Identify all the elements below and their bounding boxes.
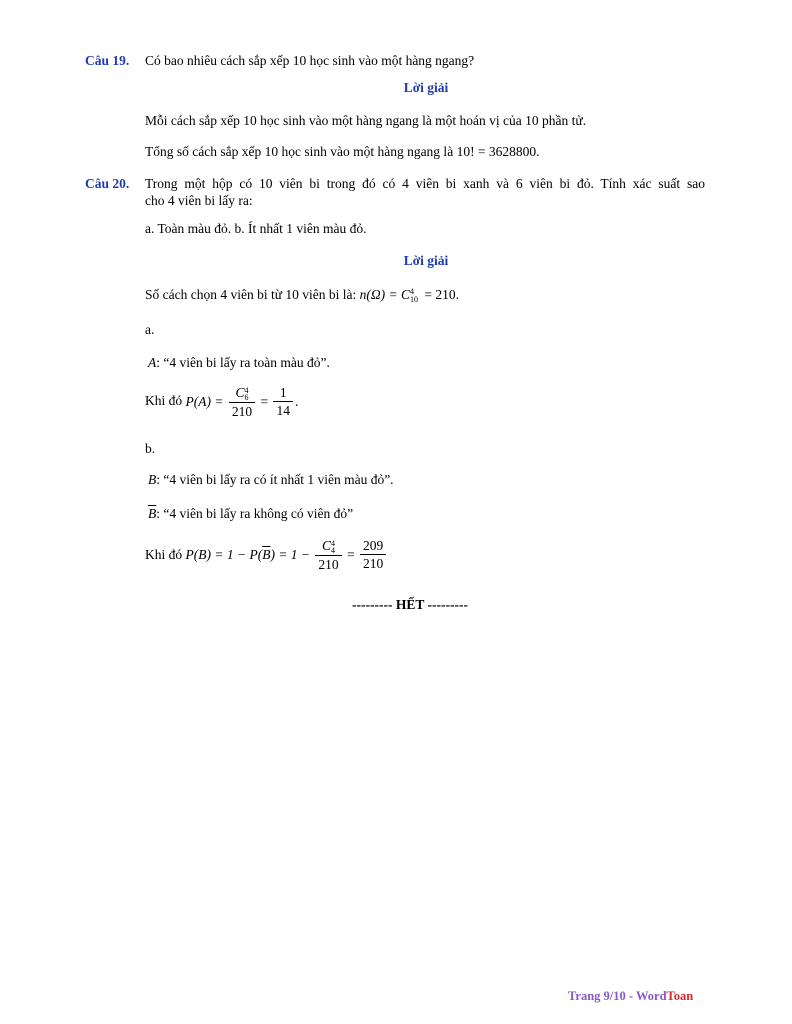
omega-sub: 10 xyxy=(410,294,419,304)
pb-fraction xyxy=(315,538,341,572)
pa-den: 210 xyxy=(231,403,253,419)
event-bbar-symbol: $\overline{B}$ xyxy=(148,506,157,521)
event-b-line xyxy=(148,472,394,488)
pa-num-sup: 4 xyxy=(244,385,249,395)
pa-result-den: 14 xyxy=(276,403,290,419)
omega-line xyxy=(145,287,459,304)
omega-C: C xyxy=(401,287,411,302)
pa-fraction xyxy=(229,385,255,419)
pb-num-sub: 4 xyxy=(331,545,336,555)
q19-solution-line1: Mỗi cách sắp xếp 10 học sinh vào một hàng ngang là một hoán vị của 10 phần tử. xyxy=(145,113,587,128)
question-20-line1: Trong một hộp có 10 viên bi trong đó có 4 viên bi xanh và 6 viên bi đỏ. Tính xác suất sao xyxy=(145,176,705,191)
pb-mid: ) = 1 − xyxy=(270,546,311,562)
event-b-text: : “4 viên bi lấy ra có ít nhất 1 viên màu đỏ”. xyxy=(156,472,394,487)
pb-khido: Khi đó xyxy=(145,546,183,562)
footer-brand-toan: Toan xyxy=(666,989,694,1003)
omega-rhs: = 210 xyxy=(424,287,456,302)
pa-num-C: C xyxy=(235,385,245,400)
footer-separator: - xyxy=(628,989,634,1003)
pb-line xyxy=(145,538,388,572)
pb-bar: $\overline{B}$ xyxy=(262,546,271,562)
question-20-parts: a. Toàn màu đỏ. b. Ít nhất 1 viên màu đỏ. xyxy=(145,221,367,236)
pa-eq: = xyxy=(260,393,269,409)
pa-lhs: P(A) = xyxy=(185,393,224,409)
pb-result-num: 209 xyxy=(360,538,386,555)
event-b-symbol: B xyxy=(148,472,157,487)
question-20-label: Câu 20. xyxy=(85,176,130,191)
q19-line2-text: Tổng số cách sắp xếp 10 học sinh vào một hàng ngang là xyxy=(145,144,454,159)
page-footer xyxy=(568,989,693,1004)
omega-sup: 4 xyxy=(410,286,415,296)
event-bbar-text: : “4 viên bi lấy ra không có viên đỏ” xyxy=(156,506,354,521)
pa-end: . xyxy=(294,393,299,409)
part-b-label: b. xyxy=(145,441,156,456)
pa-khido: Khi đó xyxy=(145,393,183,409)
event-a-symbol: A xyxy=(148,355,157,370)
pa-num-sub: 6 xyxy=(244,392,249,402)
pb-lhs: P(B) = 1 − P( xyxy=(185,546,263,562)
pa-line xyxy=(145,385,298,419)
q19-solution-heading: Lời giải xyxy=(403,80,449,95)
question-20-line2: cho 4 viên bi lấy ra: xyxy=(145,193,253,208)
footer-page-number: 9/10 xyxy=(603,989,626,1003)
event-a-text: : “4 viên bi lấy ra toàn màu đỏ”. xyxy=(156,355,330,370)
pb-eq: = xyxy=(347,546,355,562)
pb-result-den: 210 xyxy=(363,556,384,572)
event-bbar-line xyxy=(148,506,353,522)
pb-den: 210 xyxy=(318,556,339,572)
part-a-label: a. xyxy=(145,322,155,337)
pa-result-fraction xyxy=(273,385,293,418)
pa-result-num: 1 xyxy=(273,385,293,402)
event-a-line xyxy=(148,355,330,371)
omega-text: Số cách chọn 4 viên bi từ 10 viên bi là: xyxy=(145,287,357,302)
q19-line2-math: 10! = 3628800 xyxy=(456,144,537,159)
footer-trang: Trang xyxy=(568,989,601,1003)
q19-solution-line2 xyxy=(145,144,540,160)
pb-num-C: C xyxy=(322,538,332,553)
pb-result-fraction xyxy=(360,538,386,571)
omega-lhs: n(Ω) = xyxy=(359,287,398,302)
q19-line2-end: . xyxy=(536,144,540,159)
omega-end: . xyxy=(455,287,460,302)
question-19-text: Có bao nhiêu cách sắp xếp 10 học sinh vào một hàng ngang? xyxy=(145,53,475,68)
q20-solution-heading: Lời giải xyxy=(403,253,449,268)
pb-num-sup: 4 xyxy=(331,538,336,548)
footer-brand-word: Word xyxy=(635,989,667,1003)
end-marker: --------- HẾT --------- xyxy=(352,597,468,612)
question-19-label: Câu 19. xyxy=(85,53,130,68)
